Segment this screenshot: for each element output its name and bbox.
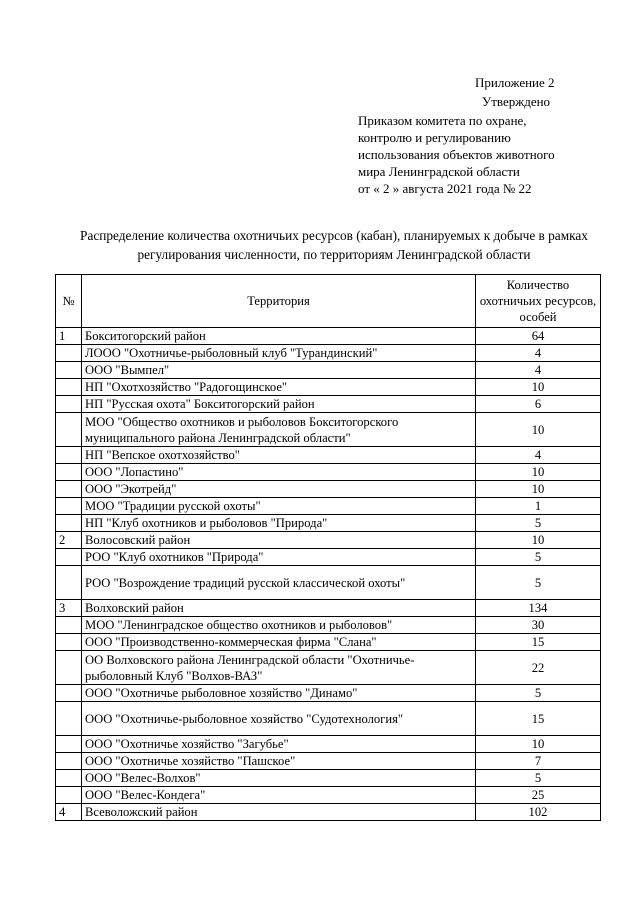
row-quantity: 10 [476, 464, 601, 481]
table-row [56, 379, 601, 396]
header-number: № [56, 275, 82, 328]
row-number: 4 [56, 804, 82, 821]
row-quantity: 10 [476, 481, 601, 498]
row-number [56, 464, 82, 481]
row-quantity: 25 [476, 787, 601, 804]
approved-label: Утверждено [482, 94, 551, 109]
row-number [56, 702, 82, 736]
row-quantity: 4 [476, 345, 601, 362]
table-row [56, 736, 601, 753]
row-territory: ООО "Производственно-коммерческая фирма "Слана" [82, 634, 476, 651]
row-quantity: 5 [476, 566, 601, 600]
row-territory: ООО "Охотничье рыболовное хозяйство "Динамо" [82, 685, 476, 702]
table-row [56, 413, 601, 447]
row-territory: ЛООО "Охотничье-рыболовный клуб "Турандинский" [82, 345, 476, 362]
row-number [56, 362, 82, 379]
row-quantity: 134 [476, 600, 601, 617]
row-territory: ООО "Охотничье-рыболовное хозяйство "Судотехнология" [82, 702, 476, 736]
order-line-2: контролю и регулированию [358, 130, 511, 145]
table-row [56, 753, 601, 770]
table-row [56, 447, 601, 464]
row-quantity: 15 [476, 702, 601, 736]
row-quantity: 4 [476, 362, 601, 379]
row-territory: Волховский район [82, 600, 476, 617]
row-quantity: 10 [476, 379, 601, 396]
table-row [56, 532, 601, 549]
table-row [56, 804, 601, 821]
row-quantity: 5 [476, 685, 601, 702]
row-territory: ООО "Вымпел" [82, 362, 476, 379]
table-row [56, 566, 601, 600]
table-row [56, 651, 601, 685]
row-territory: МОО "Традиции русской охоты" [82, 498, 476, 515]
header-quantity: Количество охотничьих ресурсов, особей [476, 275, 601, 328]
document-title: Распределение количества охотничьих ресурсов (кабан), планируемых к добыче в рамках регулирования численности, по территориям Ленинградской области [80, 228, 588, 262]
header-territory: Территория [82, 275, 476, 328]
row-territory: РОО "Возрождение традиций русской классической охоты" [82, 566, 476, 600]
row-territory: МОО "Ленинградское общество охотников и рыболовов" [82, 617, 476, 634]
row-number [56, 753, 82, 770]
row-territory: НП "Охотхозяйство "Радогощинское" [82, 379, 476, 396]
row-number: 2 [56, 532, 82, 549]
row-number [56, 685, 82, 702]
table-row [56, 498, 601, 515]
row-number [56, 787, 82, 804]
table-row [56, 515, 601, 532]
order-line-1: Приказом комитета по охране, [358, 113, 527, 128]
table-row [56, 617, 601, 634]
table-row [56, 481, 601, 498]
row-territory: МОО "Общество охотников и рыболовов Бокситогорского муниципального района Ленинградской области" [82, 413, 476, 447]
row-quantity: 10 [476, 736, 601, 753]
row-quantity: 1 [476, 498, 601, 515]
row-quantity: 5 [476, 770, 601, 787]
appendix-number: Приложение 2 [475, 75, 555, 90]
table-row [56, 770, 601, 787]
row-territory: ОО Волховского района Ленинградской области "Охотничье-рыболовный Клуб "Волхов-ВАЗ" [82, 651, 476, 685]
row-territory: НП "Клуб охотников и рыболовов "Природа" [82, 515, 476, 532]
row-territory: ООО "Охотничье хозяйство "Загубье" [82, 736, 476, 753]
table-row [56, 787, 601, 804]
table-row [56, 464, 601, 481]
row-quantity: 102 [476, 804, 601, 821]
row-quantity: 7 [476, 753, 601, 770]
row-number [56, 651, 82, 685]
row-number [56, 498, 82, 515]
row-territory: Волосовский район [82, 532, 476, 549]
table-body [56, 328, 601, 821]
row-quantity: 30 [476, 617, 601, 634]
row-quantity: 15 [476, 634, 601, 651]
row-quantity: 10 [476, 413, 601, 447]
row-territory: Бокситогорский район [82, 328, 476, 345]
row-territory: НП "Вепское охотхозяйство" [82, 447, 476, 464]
row-number [56, 481, 82, 498]
row-number [56, 515, 82, 532]
table-row [56, 634, 601, 651]
row-number [56, 617, 82, 634]
row-number [56, 379, 82, 396]
row-territory: ООО "Лопастино" [82, 464, 476, 481]
distribution-table [55, 274, 601, 821]
row-quantity: 6 [476, 396, 601, 413]
row-number [56, 736, 82, 753]
row-quantity: 5 [476, 549, 601, 566]
row-number [56, 549, 82, 566]
row-number: 1 [56, 328, 82, 345]
table-row [56, 345, 601, 362]
table-row [56, 549, 601, 566]
row-number [56, 770, 82, 787]
table-header-row [56, 275, 601, 328]
row-quantity: 5 [476, 515, 601, 532]
row-quantity: 4 [476, 447, 601, 464]
row-territory: РОО "Клуб охотников "Природа" [82, 549, 476, 566]
row-quantity: 10 [476, 532, 601, 549]
row-number [56, 345, 82, 362]
table-row [56, 328, 601, 345]
row-territory: ООО "Экотрейд" [82, 481, 476, 498]
row-number [56, 566, 82, 600]
table-row [56, 362, 601, 379]
row-number [56, 634, 82, 651]
row-territory: ООО "Охотничье хозяйство "Пашское" [82, 753, 476, 770]
table-row [56, 702, 601, 736]
order-line-4: мира Ленинградской области [358, 164, 520, 179]
row-quantity: 64 [476, 328, 601, 345]
row-territory: Всеволожский район [82, 804, 476, 821]
row-number [56, 447, 82, 464]
row-number [56, 396, 82, 413]
row-number: 3 [56, 600, 82, 617]
order-date: от « 2 » августа 2021 года № 22 [358, 181, 532, 196]
row-number [56, 413, 82, 447]
table-row [56, 600, 601, 617]
table-row [56, 685, 601, 702]
row-territory: ООО "Велес-Кондега" [82, 787, 476, 804]
row-territory: ООО "Велес-Волхов" [82, 770, 476, 787]
table-row [56, 396, 601, 413]
row-territory: НП "Русская охота" Бокситогорский район [82, 396, 476, 413]
row-quantity: 22 [476, 651, 601, 685]
order-line-3: использования объектов животного [358, 147, 555, 162]
